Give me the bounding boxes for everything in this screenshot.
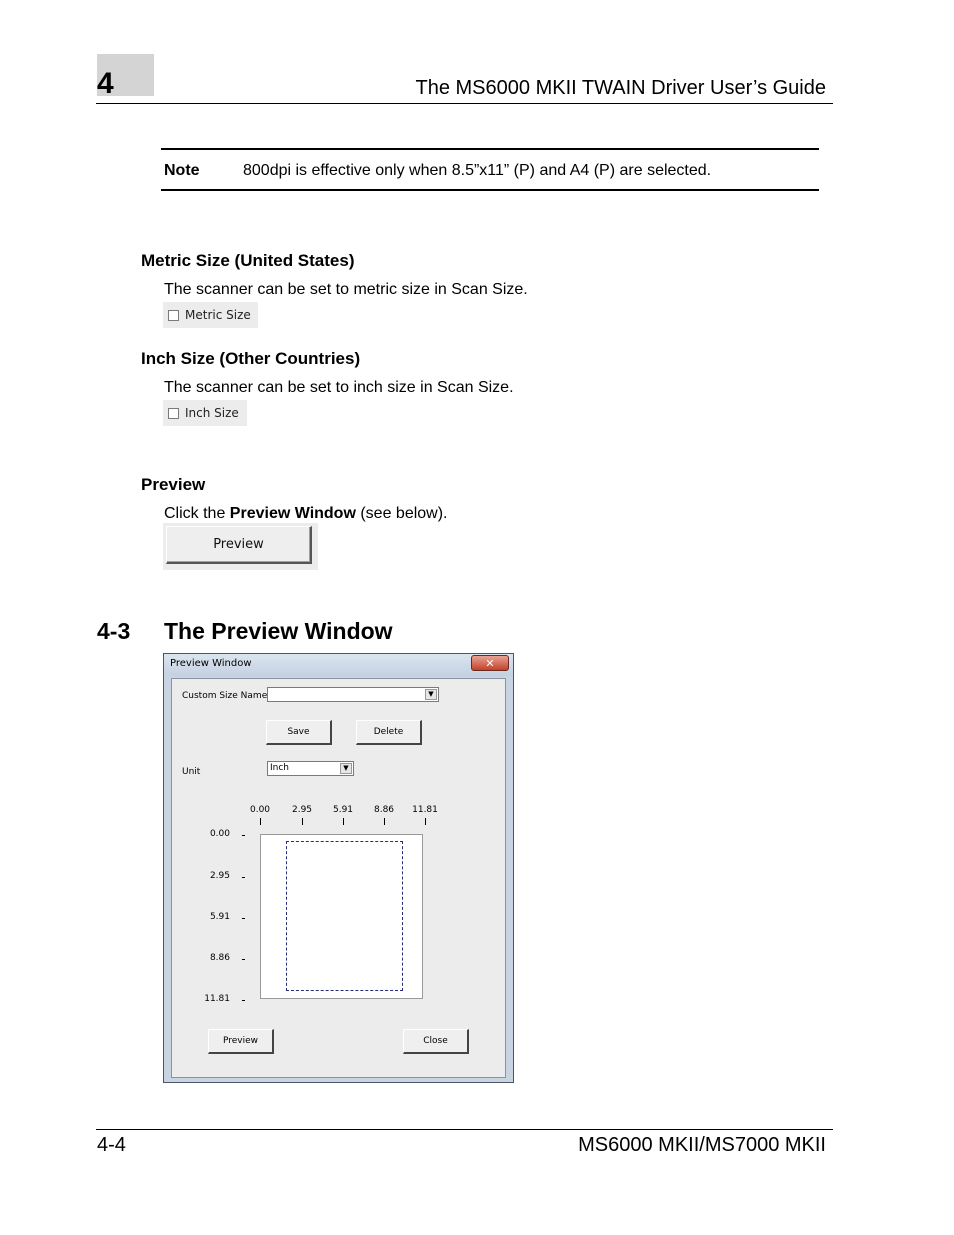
metric-size-checkbox-label: Metric Size [185, 308, 251, 322]
window-client-area [171, 678, 506, 1078]
window-close-button[interactable]: Close [403, 1029, 469, 1054]
x-tick-label: 2.95 [291, 805, 313, 815]
metric-size-checkbox[interactable] [163, 302, 258, 328]
window-titlebar [164, 654, 513, 676]
unit-label: Unit [182, 767, 201, 777]
x-tick-label: 5.91 [332, 805, 354, 815]
section-number: 4-3 [97, 618, 131, 644]
note-text: 800dpi is effective only when 8.5”x11” (P) and A4 (P) are selected. [243, 162, 712, 179]
x-tick-mark [260, 818, 261, 825]
close-icon[interactable]: ✕ [471, 655, 509, 671]
custom-size-name-select[interactable] [267, 687, 439, 702]
y-tick-label: 8.86 [209, 953, 230, 963]
x-tick-label: 0.00 [249, 805, 271, 815]
chapter-number: 4 [97, 67, 114, 100]
note-label: Note [164, 162, 200, 179]
x-tick-label: 8.86 [373, 805, 395, 815]
y-tick-mark [242, 959, 245, 960]
unit-value: Inch [270, 763, 290, 773]
unit-select[interactable] [267, 761, 354, 776]
y-tick-label: 11.81 [204, 994, 230, 1004]
delete-button[interactable]: Delete [356, 720, 422, 745]
footer-rule [96, 1129, 833, 1130]
inch-size-body: The scanner can be set to inch size in Scan Size. [164, 379, 514, 396]
metric-size-heading: Metric Size (United States) [141, 251, 355, 270]
x-tick-label: 11.81 [412, 805, 438, 815]
chevron-down-icon[interactable]: ▼ [425, 689, 437, 700]
y-tick-label: 2.95 [209, 871, 230, 881]
preview-button-screenshot [163, 523, 318, 570]
x-tick-mark [302, 818, 303, 825]
preview-body-suffix: (see below). [355, 505, 448, 522]
note-rule-bottom [161, 189, 819, 191]
y-tick-label: 5.91 [209, 912, 230, 922]
header-rule [96, 103, 833, 104]
y-tick-label: 0.00 [209, 829, 230, 839]
chevron-down-icon[interactable]: ▼ [340, 763, 352, 774]
window-preview-button[interactable]: Preview [208, 1029, 274, 1054]
preview-window [163, 653, 514, 1083]
x-tick-mark [343, 818, 344, 825]
preview-body-prefix: Click the [164, 505, 230, 522]
footer-product: MS6000 MKII/MS7000 MKII [578, 1134, 826, 1156]
y-tick-mark [242, 918, 245, 919]
preview-body-bold: Preview Window [229, 505, 356, 522]
save-button[interactable]: Save [266, 720, 332, 745]
checkbox-icon [168, 408, 179, 419]
preview-body [164, 504, 448, 524]
inch-size-checkbox-label: Inch Size [185, 406, 239, 420]
preview-area[interactable] [260, 834, 423, 999]
checkbox-icon [168, 310, 179, 321]
note-rule-top [161, 148, 819, 150]
section-title: The Preview Window [164, 618, 393, 644]
custom-size-name-label: Custom Size Name [182, 691, 268, 701]
x-tick-mark [425, 818, 426, 825]
inch-size-checkbox[interactable] [163, 400, 247, 426]
metric-size-body: The scanner can be set to metric size in Scan Size. [164, 281, 528, 298]
x-tick-mark [384, 818, 385, 825]
y-tick-mark [242, 877, 245, 878]
preview-heading: Preview [141, 475, 206, 494]
preview-button[interactable]: Preview [166, 526, 312, 564]
y-tick-mark [242, 1000, 245, 1001]
page-number: 4-4 [97, 1134, 126, 1156]
inch-size-heading: Inch Size (Other Countries) [141, 349, 361, 368]
running-header-title: The MS6000 MKII TWAIN Driver User’s Guide [415, 77, 826, 99]
y-tick-mark [242, 835, 245, 836]
window-title: Preview Window [170, 658, 252, 669]
scan-region-rect[interactable] [286, 841, 403, 991]
